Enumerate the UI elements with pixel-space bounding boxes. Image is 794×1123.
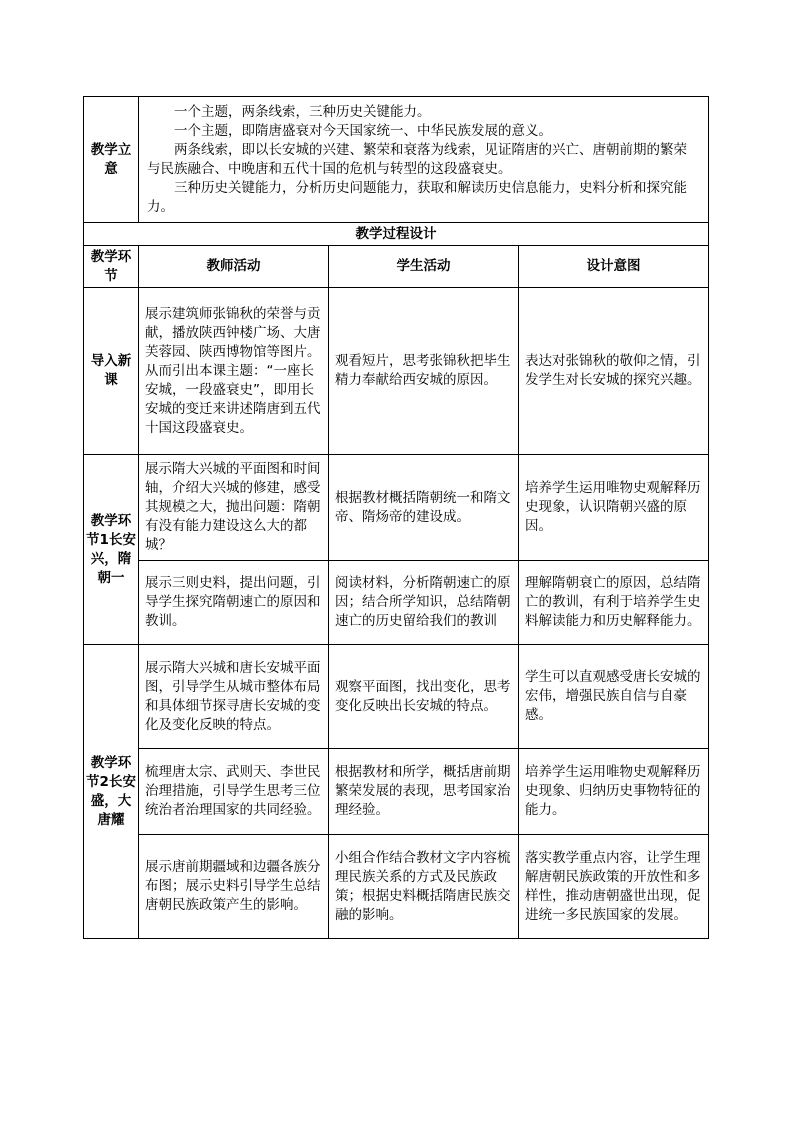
intent-label: 教学立意 [84,97,139,223]
teacher-activity: 展示建筑师张锦秋的荣誉与贡献，播放陕西钟楼广场、大唐芙蓉园、陕西博物馆等图片。从而引出本课主题：“一座长安城，一段盛衰史”，即用长安城的变迁来讲述隋唐到五代十国这段盛衰史。 [139,288,329,455]
header-row [84,246,709,288]
lesson-plan-table [83,96,709,939]
design-intent: 理解隋朝衰亡的原因，总结隋亡的教训，有利于培养学生史料解读能力和历史解释能力。 [519,561,709,645]
student-activity: 观察平面图，找出变化，思考变化反映出长安城的特点。 [329,645,519,749]
design-intent: 表达对张锦秋的敬仰之情，引发学生对长安城的探究兴趣。 [519,288,709,455]
stage-label: 导入新课 [84,288,139,455]
intent-row [84,97,709,223]
table-row [84,455,709,561]
design-intent: 培养学生运用唯物史观解释历史现象，认识隋朝兴盛的原因。 [519,455,709,561]
teacher-activity: 展示隋大兴城和唐长安城平面图，引导学生从城市整体布局和具体细节探寻唐长安城的变化及变化反映的特点。 [139,645,329,749]
design-intent: 学生可以直观感受唐长安城的宏伟，增强民族自信与自豪感。 [519,645,709,749]
header-student: 学生活动 [329,246,519,288]
intent-content [139,97,709,223]
table-row [84,835,709,939]
stage-label: 教学环节2长安盛，大唐耀 [84,645,139,939]
section-title: 教学过程设计 [84,223,709,246]
teacher-activity: 展示三则史料，提出问题，引导学生探究隋朝速亡的原因和教训。 [139,561,329,645]
table-row [84,749,709,835]
student-activity: 根据教材概括隋朝统一和隋文帝、隋炀帝的建设成。 [329,455,519,561]
intent-paragraph: 三种历史关键能力，分析历史问题能力，获取和解读历史信息能力，史料分析和探究能力。 [147,179,687,215]
intent-paragraph: 一个主题，两条线索，三种历史关键能力。 [174,103,431,120]
table-row [84,288,709,455]
header-teacher: 教师活动 [139,246,329,288]
student-activity: 小组合作结合教材文字内容梳理民族关系的方式及民族政策；根据史料概括隋唐民族交融的影响。 [329,835,519,939]
teacher-activity: 展示唐前期疆域和边疆各族分布图；展示史料引导学生总结唐朝民族政策产生的影响。 [139,835,329,939]
teacher-activity: 梳理唐太宗、武则天、李世民治理措施，引导学生思考三位统治者治理国家的共同经验。 [139,749,329,835]
stage-label: 教学环节1长安兴，隋朝一 [84,455,139,645]
intent-paragraph: 两条线索，即以长安城的兴建、繁荣和衰落为线索，见证隋唐的兴亡、唐朝前期的繁荣与民族融合、中晚唐和五代十国的危机与转型的这段盛衰史。 [147,141,687,177]
teacher-activity: 展示隋大兴城的平面图和时间轴，介绍大兴城的修建，感受其规模之大，抛出问题：隋朝有没有能力建设这么大的都城？ [139,455,329,561]
student-activity: 观看短片，思考张锦秋把毕生精力奉献给西安城的原因。 [329,288,519,455]
student-activity: 根据教材和所学，概括唐前期繁荣发展的表现，思考国家治理经验。 [329,749,519,835]
design-intent: 培养学生运用唯物史观解释历史现象、归纳历史事物特征的能力。 [519,749,709,835]
header-intent: 设计意图 [519,246,709,288]
table-row [84,645,709,749]
design-intent: 落实教学重点内容，让学生理解唐朝民族政策的开放性和多样性，推动唐朝盛世出现，促进统一多民族国家的发展。 [519,835,709,939]
student-activity: 阅读材料，分析隋朝速亡的原因；结合所学知识，总结隋朝速亡的历史留给我们的教训 [329,561,519,645]
header-stage: 教学环节 [84,246,139,288]
intent-paragraph: 一个主题，即隋唐盛衰对今天国家统一、中华民族发展的意义。 [174,122,552,139]
section-title-row [84,223,709,246]
table-row [84,561,709,645]
